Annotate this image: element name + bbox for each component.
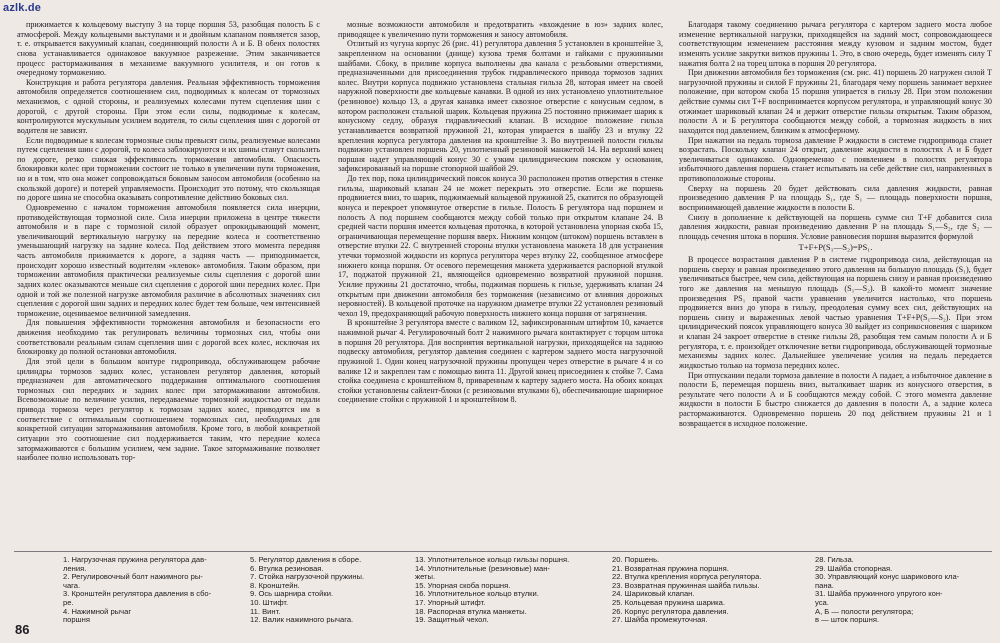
text-column-3 — [679, 20, 992, 550]
legend-item: поршня — [63, 616, 90, 625]
legend-item: пана. — [815, 581, 834, 590]
legend-item: 28. Гильза. — [815, 556, 854, 564]
legend-divider — [14, 551, 992, 552]
legend-item: 21. Возвратная пружина поршня. — [612, 564, 729, 573]
paragraph: Снизу в дополнение к действующей на поршень сумме сил T+F добавится сила давления жидкости, равная произведению давления P на площадь S₁—S₂, где S₂ — площадь сечения штока в поршня. Условие равновесия поршня выразится формулой — [679, 212, 992, 241]
paragraph: В кронштейне 3 регулятора вместе с валиком 12, зафиксированным штифтом 10, качается нажимной рычаг 4. Регулировочный болт 2 нажимного рычага контактирует с торцом штока в поршня 20 регулятора. Для восприятия вертикальной нагрузки, приходящейся на заднюю подвеску автомобиля, регулятор давления соединен с картером заднего моста нагрузочной пружиной 1. Один конец нагрузочной пружины пропущен через отверстие в рычаге 4 и со валике 12 и закреплен там с помощью винта 11. Другой конец присоединен к стойке 7. Сама стойка соединена с кронштейном 8, приваренным к картеру заднего моста. На обоих концах стойки установлены сайлент-блоки (с резиновыми втулками 6), обеспечивающие шарнирное соединение стойки с пружиной 1 и кронштейном 8. — [338, 318, 663, 405]
legend-item: 7. Стойка нагрузочной пружины. — [250, 573, 365, 582]
figure-legend-column-2 — [250, 556, 400, 625]
legend-item: ления. — [63, 564, 87, 573]
paragraph: Отлитый из чугуна корпус 26 (рис. 41) регулятора давления 5 установлен в кронштейне 3, закрепленном на основании (днище) кузова тремя болтами и гайками с пружинными шайбами. Сбоку, в приливе корпуса выполнены два канала с резьбовыми отверстиями, предназначенными для присоединения трубок гидравлического привода тормозов задних колес. Внутри корпуса подвижно установлена стальная гильза 28, которая имеет на своей наружной поверхности две кольцевые канавки. В одной из них установлено уплотнительное (резиновое) кольцо 13, а другая канавка имеет сквозное отверстие с конусным седлом, в котором расположен стальной шарик. Кольцевая пружина 25 постоянно прижимает шарик к конусному седлу, образуя гидравлический клапан. В исходное положение гильза устанавливается возвратной пружиной 21, которая упирается в шайбу 23 и втулку 22 крепления корпуса регулятора давления на кронштейне 3. Во внутренней полости гильзы подвижно установлен поршень 20, уплотненный резиновой манжетой 14. На верхний конец поршня надет управляющий конус 30 с узким цилиндрическим пояском у основания, зафиксированный на поршне стопорной шайбой 29. — [338, 39, 663, 174]
legend-item: 24. Шариковый клапан. — [612, 590, 695, 599]
legend-item: 2. Регулировочный болт нажимного ры- — [63, 573, 203, 582]
paragraph: При движении автомобиля без торможения (см. рис. 41) поршень 20 нагружен силой T нагрузочной пружины и силой F пружины 21, благодаря чему поршень занимает верхнее положение, при котором скоба 15 поршня упирается в гильзу 28. При этом положении действие суммы сил T+F воспринимается корпусом регулятора, и управляющий конус 30 отжимает шариковый клапан 24 и держит отверстие гильзы открытым. Таким образом, полости А и Б регулятора сообщаются между собой, а тормозная жидкость в них находится под давлением, близким к атмосферному. — [679, 68, 992, 135]
legend-item: жеты. — [415, 573, 436, 582]
legend-item: 10. Штифт. — [250, 598, 289, 607]
legend-item: 9. Ось шарнира стойки. — [250, 590, 334, 599]
text-column-1 — [17, 20, 320, 550]
legend-item: 5. Регулятор давления в сборе. — [250, 556, 362, 564]
paragraph: При отпускании педали тормоза давление в полости А падает, а избыточное давление в полости Б, перемещая поршень вниз, выталкивает шарик из конусного отверстия, в результате чего полости А и Б сообщаются между собой. С этого момента давление жидкости в полости Б быстро снижается до давления в полости А, а задние колеса растормаживаются. Одновременно поршень 20 под действием пружины 21 и 1 возвращается в исходное положение. — [679, 370, 992, 428]
paragraph: мозные возможности автомобиля и предотвратить «вхождение в юз» задних колес, приводящее к увеличению пути торможения и заносу автомобиля. — [338, 20, 663, 39]
legend-item: 23. Возвратная пружинная шайба гильзы. — [612, 581, 760, 590]
legend-item: 29. Шайба стопорная. — [815, 564, 893, 573]
legend-item: уса. — [815, 598, 829, 607]
legend-item: 13. Уплотнительное кольцо гильзы поршня. — [415, 556, 570, 564]
legend-item: 1. Нагрузочная пружина регулятора дав- — [63, 556, 207, 564]
paragraph: Одновременно с началом торможения автомобиля появляется сила инерции, противодействующая тормозной силе. Сила инерции приложена в центре тяжести автомобиля и в паре с тормозной силой образует опрокидывающий момент, увеличивающий вертикальную нагрузку на передние колеса и соответственно уменьшающий нагрузку на задние колеса. Под действием этого момента передняя часть автомобиля прижимается к дороге, а задняя часть — приподнимается, происходит хорошо известный водителям «клевок» автомобиля. Таким образом, при торможении автомобиля практически реализуемые силы сцепления с дорогой шин задних колес оказываются меньше сил сцепления с дорогой шин передних колес. При одной и той же полезной нагрузке автомобиля различие в абсолютных значениях сил сцепления с дорогой шин задних и передних колес будет тем больше, чем интенсивней торможение, оцениваемое величиной замедления. — [17, 202, 320, 318]
paragraph: Конструкция и работа регулятора давления. Реальная эффективность торможения автомобиля определяется соотношением сил, подводимых к колесам от тормозных механизмов, с одной стороны, и реализуемых колесами путем сцепления шин с дорогой, с другой стороны. При этом если силы, подводимые к колесам, контролируются мускульным усилием водителя, то силы сцепления шин с дорогой от водителя не зависят. — [17, 77, 320, 135]
legend-item: 20. Поршень. — [612, 556, 660, 564]
legend-item: 31. Шайба пружинного упругого кон- — [815, 590, 943, 599]
legend-item: ре. — [63, 598, 74, 607]
legend-item: 3. Кронштейн регулятора давления в сбо- — [63, 590, 212, 599]
text-column-2 — [338, 20, 663, 550]
legend-item: 18. Распорная втулка манжеты. — [415, 607, 527, 616]
legend-item: А, Б — полости регулятора; — [815, 607, 914, 616]
legend-item: чага. — [63, 581, 81, 590]
legend-item: 19. Защитный чехол. — [415, 616, 489, 625]
legend-item: 16. Уплотнительное кольцо втулки. — [415, 590, 539, 599]
legend-item: 22. Втулка крепления корпуса регулятора. — [612, 573, 762, 582]
legend-item: 26. Корпус регулятора давления. — [612, 607, 729, 616]
paragraph: Если подводимые к колесам тормозные силы превысят силы, реализуемые колесами путем сцепления шин с дорогой, то колеса заблокируются и их шины станут скользить по дороге, резко снижая эффективность торможения автомобиля. Опасность блокировки колес при торможении состоит не только в увеличении пути торможения, но и в том, что она может сопровождаться боковым заносом автомобиля (особенно на скользкой дороге) и потерей управляемости. Происходит это потому, что скользящая по дороге шина не способна оказывать сопротивление действию боковых сил. — [17, 135, 320, 203]
site-watermark: azlk.de — [3, 2, 42, 14]
figure-legend-column-5 — [815, 556, 995, 625]
paragraph: Для этой цели в большом контуре гидропривода, обслуживающем рабочие цилиндры тормозов задних колес, установлен регулятор давления, который предназначен для автоматического поддержания оптимального соотношения тормозных сил передних и задних колес при затормаживании автомобиля. Всевозможные по величине усилия, передаваемые тормозной жидкостью от педали привода тормоза через регулятор к тормозам задних колес, приводятся им в соответствие с оптимальным соотношением тормозных сил, необходимых для конкретной ситуации затормаживания автомобиля. Кроме того, в любой конкретной ситуации это соотношение сил поддерживается таким, что передние колеса затормаживаются с большим усилием, чем задние. Такое затормаживание позволяет наиболее полно использовать тор- — [17, 356, 320, 463]
legend-item: 30. Управляющий конус шарикового кла- — [815, 573, 960, 582]
legend-item: 6. Втулка резиновая. — [250, 564, 324, 573]
legend-item: 14. Уплотнительные (резиновые) ман- — [415, 564, 550, 573]
paragraph: Благодаря такому соединению рычага регулятора с картером заднего моста любое изменение вертикальной нагрузки, приходящейся на задний мост, сопровождающееся соответствующим изменением расстояния между кузовом и задним мостом, будет изменять усилие закрутки витков пружины 1. Это, в свою очередь, будет изменять силу T нажатия болта 2 на торец штока в поршня 20 регулятора. — [679, 20, 992, 68]
figure-legend-column-3 — [415, 556, 595, 625]
paragraph: Для повышения эффективности торможения автомобиля и безопасности его движения необходимо так регулировать величины тормозных сил, чтобы они соответствовали реальным силам сцепления шин с дорогой всех колес, исключая их блокировку до полной остановки автомобиля. — [17, 318, 320, 357]
paragraph: При нажатии на педаль тормоза давление P жидкости в системе гидропривода станет возрастать. Поскольку клапан 24 открыт, давление жидкости в полостях А и Б будет увеличиваться одинаково. Одновременно с появлением в полостях регулятора избыточного давления поршень станет испытывать на себе действие сил, направленных в противоположные стороны. — [679, 135, 992, 183]
equilibrium-formula: T+F+P(S₁—S₂)=PS₁. — [798, 242, 873, 253]
legend-item: 4. Нажимной рычаг — [63, 607, 132, 616]
paragraph: прижимается к кольцевому выступу 3 на торце поршня 53, разобщая полость Б с атмосферой. Между кольцевыми выступами и и двойным клапаном появляется зазор, т. е. открывается вакуумный клапан, соединяющий полости А и Б. В обеих полостях снова устанавливается одинаковое вакуумное разрежение. Этим заканчивается процесс растормаживания в механизме вакуумного усилителя, и он готов к очередному торможению. — [17, 20, 320, 78]
figure-legend-column-1 — [63, 556, 233, 625]
figure-legend-column-4 — [612, 556, 792, 625]
legend-item: 8. Кронштейн. — [250, 581, 300, 590]
legend-item: 11. Винт. — [250, 607, 281, 616]
page-number: 86 — [15, 622, 30, 637]
legend-item: в — шток поршня. — [815, 616, 880, 625]
legend-item: 25. Кольцевая пружина шарика. — [612, 598, 725, 607]
paragraph: В процессе возрастания давления P в системе гидропривода сила, действующая на поршень сверху и равная произведению этого давления на большую площадь (S₁), будет увеличиваться быстрее, чем сила, действующая на поршень снизу и равная произведению того же давления на меньшую площадь (S₁—S₂). В какой-то момент значение произведения PS₁ правой части уравнения увеличится настолько, что поршень продвинется вниз до упора в гильзу, преодолевая сумму всех сил, действующих на поршень снизу и выраженных левой частью уравнения T+F+P(S₁—S₂). При этом цилиндрический поясок управляющего конуса 30 выйдет из соприкосновения с шариком и клапан 24 закроет отверстие в стенке гильзы 28, разобщая тем самым полости А и Б регулятора, т. е. произойдет отключение ветви гидропривода, обслуживающей тормозные механизмы задних колес. Дальнейшее увеличение усилия на педаль передается жидкостью только на тормоза передних колес. — [679, 255, 992, 370]
paragraph: Сверху на поршень 20 будет действовать сила давления жидкости, равная произведению давления P на площадь S₁, где S₁ — площадь поверхности поршня, воспринимающей давление жидкости в полости Б. — [679, 183, 992, 212]
paragraph: До тех пор, пока цилиндрический поясок конуса 30 расположен против отверстия в стенке гильзы, шариковый клапан 24 не может перекрыть это отверстие. Если же поршень продвинется вниз, то шарик, поджимаемый кольцевой пружиной 25, скатится по образующей конуса и перекроет упомянутое отверстие в гильзе. Полость Б регулятора над поршнем и полость А под поршнем сообщаются между собой только при открытом клапане 24. В средней части поршня имеется кольцевая проточка, в которой установлена упорная скоба 15, ограничивающая перемещение поршня вверх. Нижним концом (штоком) поршень вставлен в отверстие втулки 22. С внутренней стороны втулки установлена манжета 18 для устранения утечки тормозной жидкости из корпуса регулятора через втулку 22, сообщенное атмосфере нижнего конца поршня. От осевого перемещения манжета удерживается распорной втулкой 17, поджатой пружиной 21, являющейся одновременно возвратной пружиной поршня. Усилие пружины 21 достаточно, чтобы, поджимая поршень к гильзе, удерживать клапан 24 открытым при движении автомобиля без торможения (независимо от влияния дорожных неровностей). В кольцевой проточке на наружном диаметре втулки 22 установлен резиновый чехол 19, предохраняющий рабочую поверхность нижнего конца поршня от загрязнения. — [338, 174, 663, 318]
legend-item: 15. Упорная скоба поршня. — [415, 581, 511, 590]
legend-item: 17. Упорный штифт. — [415, 598, 486, 607]
legend-item: 12. Валик нажимного рычага. — [250, 616, 354, 625]
legend-item: 27. Шайба промежуточная. — [612, 616, 708, 625]
